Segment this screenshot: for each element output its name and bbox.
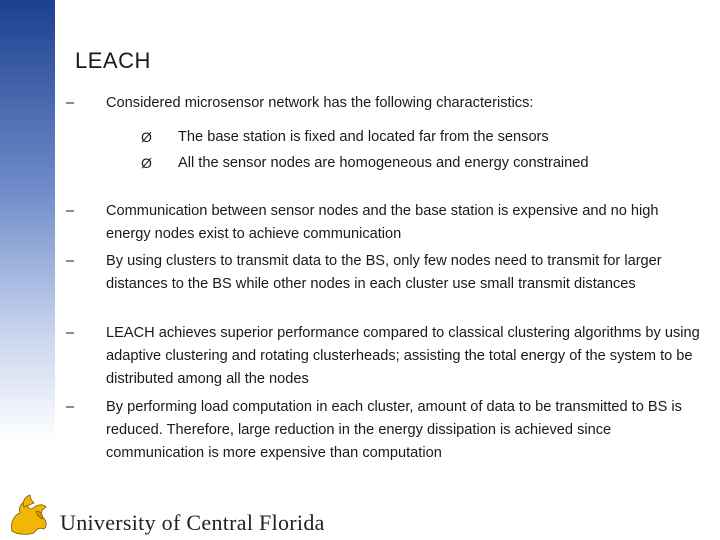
bullet-text: By using clusters to transmit data to the BS, only few nodes need to transmit for larger distances to the BS while other nodes in each cluster use small transmit distances (106, 253, 662, 292)
sub-bullet-text: The base station is fixed and located far from the sensors (178, 129, 549, 145)
bullet-text: By performing load computation in each cluster, amount of data to be transmitted to BS is reduced. Therefore, large reduction in the energy dissipation is achieved since communication is more expensive than computation (106, 399, 682, 461)
pegasus-logo-icon (6, 493, 56, 537)
bullet-dash: – (66, 253, 75, 269)
slide-title: LEACH (75, 48, 151, 73)
bullet-dash: – (66, 399, 75, 415)
university-name: University of Central Florida (60, 510, 325, 535)
arrow-bullet-icon: Ø (141, 155, 152, 171)
sub-bullet-text: All the sensor nodes are homogeneous and energy constrained (178, 155, 589, 171)
arrow-bullet-icon: Ø (141, 129, 152, 145)
bullet-text: Considered microsensor network has the following characteristics: (106, 95, 534, 111)
bullet-dash: – (66, 325, 75, 341)
sidebar-gradient-band (0, 0, 55, 540)
bullet-dash: – (66, 203, 75, 219)
bullet-text: LEACH achieves superior performance compared to classical clustering algorithms by using adaptive clustering and rotating clusterheads; assisting the total energy of the system to be distributed among all the nodes (106, 325, 700, 387)
bullet-text: Communication between sensor nodes and the base station is expensive and no high energy nodes exist to achieve communication (106, 203, 659, 242)
bullet-dash: – (66, 95, 75, 111)
